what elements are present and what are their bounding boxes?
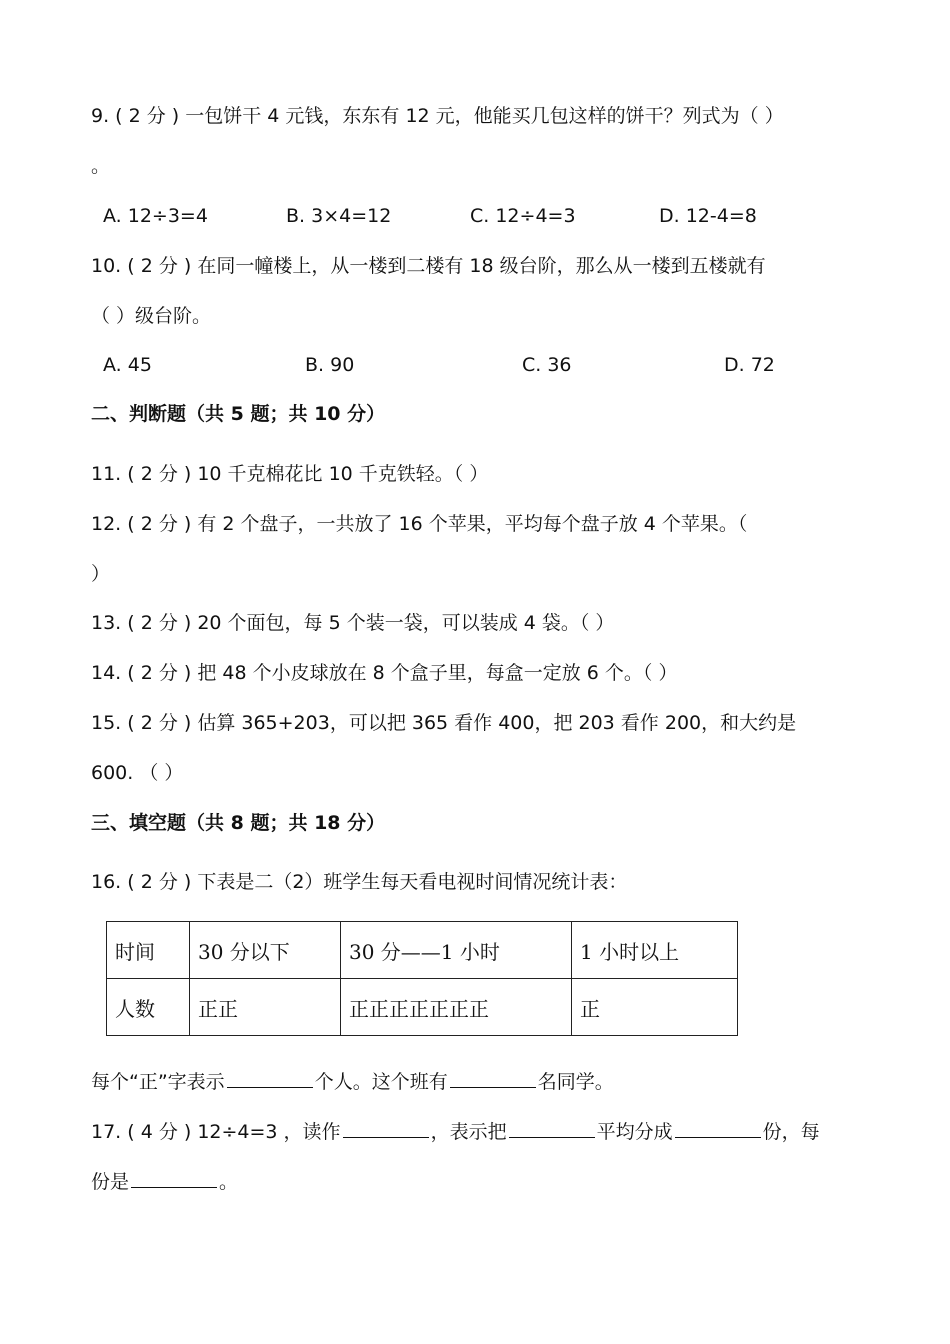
table-cell: 人数 [107, 979, 190, 1036]
question-9-line2: 。 [91, 155, 111, 177]
table-cell: 30 分以下 [190, 922, 341, 979]
text-segment: 个人。这个班有 [314, 1071, 448, 1093]
text-segment: 每个“正”字表示 [91, 1071, 225, 1093]
section-3-heading: 三、填空题（共 8 题；共 18 分） [91, 812, 386, 834]
question-9-line1: 9. ( 2 分 ) 一包饼干 4 元钱，东东有 12 元，他能买几包这样的饼干？列式为（ ） [91, 105, 784, 127]
table-cell: 正 [572, 979, 738, 1036]
table-header-row [107, 922, 738, 979]
answer-blank[interactable] [343, 1119, 429, 1138]
question-17-line1 [91, 1119, 820, 1145]
question-12-line2: ） [91, 563, 111, 585]
text-segment: ，表示把 [430, 1121, 507, 1143]
answer-blank[interactable] [675, 1119, 761, 1138]
table-cell: 正正 [190, 979, 341, 1036]
text-segment: 份，每 [762, 1121, 820, 1143]
table-cell: 正正正正正正正 [341, 979, 572, 1036]
tv-time-statistics-table [106, 921, 738, 1036]
text-segment: 份是 [91, 1171, 130, 1193]
table-cell: 时间 [107, 922, 190, 979]
question-16-line1: 16. ( 2 分 ) 下表是二（2）班学生每天看电视时间情况统计表： [91, 871, 628, 893]
text-segment: 17. ( 4 分 ) 12÷4=3 ，读作 [91, 1121, 341, 1143]
question-9-option-b: B. 3×4=12 [286, 205, 392, 227]
answer-blank[interactable] [227, 1069, 313, 1088]
question-12-line1: 12. ( 2 分 ) 有 2 个盘子，一共放了 16 个苹果，平均每个盘子放 4 个苹果。（ [91, 513, 748, 535]
question-14: 14. ( 2 分 ) 把 48 个小皮球放在 8 个盒子里，每盒一定放 6 个。（ ） [91, 662, 678, 684]
question-10-option-a: A. 45 [103, 354, 152, 376]
text-segment: 平均分成 [596, 1121, 673, 1143]
answer-blank[interactable] [131, 1169, 217, 1188]
question-10-line1: 10. ( 2 分 ) 在同一幢楼上，从一楼到二楼有 18 级台阶，那么从一楼到五楼就有 [91, 255, 766, 277]
answer-blank[interactable] [450, 1069, 536, 1088]
answer-blank[interactable] [509, 1119, 595, 1138]
question-9-option-c: C. 12÷4=3 [470, 205, 576, 227]
question-15-line1: 15. ( 2 分 ) 估算 365+203，可以把 365 看作 400，把 203 看作 200，和大约是 [91, 712, 797, 734]
text-segment: 名同学。 [537, 1071, 614, 1093]
section-2-heading: 二、判断题（共 5 题；共 10 分） [91, 403, 386, 425]
question-9-option-d: D. 12-4=8 [659, 205, 757, 227]
table-row [107, 979, 738, 1036]
question-16-fill-line [91, 1069, 614, 1095]
table-cell: 30 分——1 小时 [341, 922, 572, 979]
question-10-option-d: D. 72 [724, 354, 775, 376]
table-cell: 1 小时以上 [572, 922, 738, 979]
question-17-line2 [91, 1169, 238, 1195]
question-9-option-a: A. 12÷3=4 [103, 205, 208, 227]
question-10-option-b: B. 90 [305, 354, 355, 376]
question-13: 13. ( 2 分 ) 20 个面包，每 5 个装一袋，可以装成 4 袋。（ ） [91, 612, 615, 634]
question-10-line2: （ ）级台阶。 [91, 305, 212, 327]
question-10-option-c: C. 36 [522, 354, 572, 376]
question-11: 11. ( 2 分 ) 10 千克棉花比 10 千克铁轻。（ ） [91, 463, 489, 485]
text-segment: 。 [219, 1171, 239, 1193]
question-15-line2: 600. （ ） [91, 762, 184, 784]
